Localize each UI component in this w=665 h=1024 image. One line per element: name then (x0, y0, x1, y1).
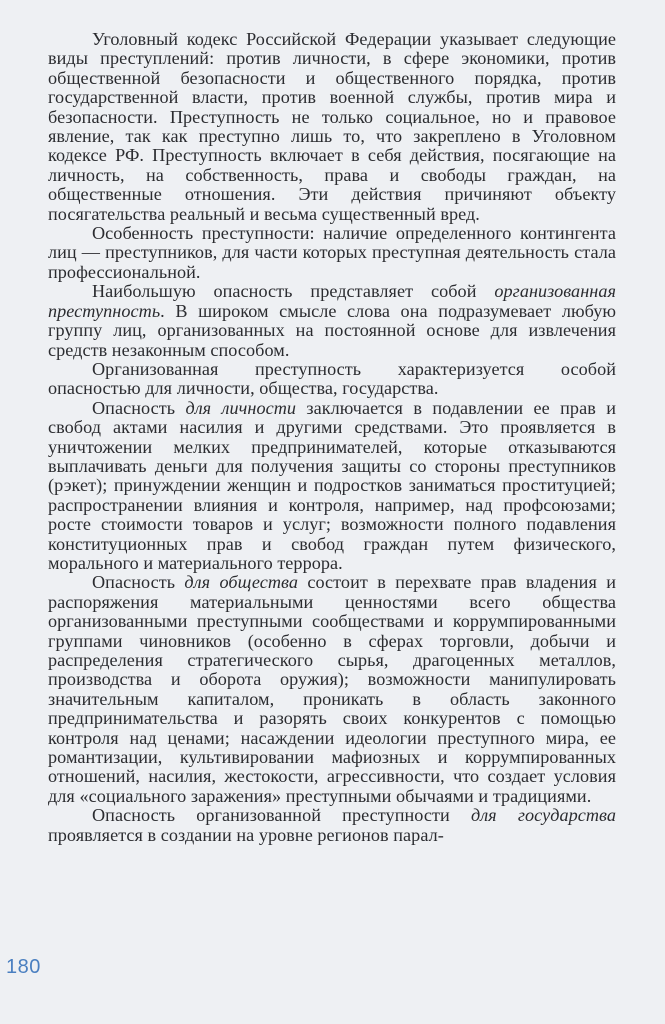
page-number: 180 (6, 956, 41, 978)
term-for-society: для общества (184, 572, 298, 593)
term-for-individual: для личности (185, 397, 297, 418)
paragraph-danger-summary: Организованная преступность характеризуется особой опасностью для личности, общества, государства. (48, 358, 616, 399)
paragraph-crime-feature: Особенность преступности: наличие определенного контингента лиц — преступников, для части которых преступная деятельность стала профессиональной. (48, 223, 616, 282)
paragraph-danger-state: Опасность организованной преступности для государства проявляется в создании на уровне регионов парал- (48, 805, 617, 845)
paragraph-organized-crime: Наибольшую опасность представляет собой организованная преступность. В широком смысле слова она подразумевает любую группу лиц, организованных на постоянной основе для извлечения средств незаконным способом. (48, 281, 616, 360)
paragraph-crime-types: Уголовный кодекс Российской Федерации указывает следующие виды преступлений: против личности, в сфере экономики, против общественной безопасности и общественного порядка, против государственной власти, против военной службы, против мира и безопасности. Преступность не только социальное, но и правовое явление, так как преступно лишь то, что закреплено в Уголовном кодексе РФ. Преступность включает в себя действия, посягающие на личность, на собственность, права и свободы граждан, на общественные отношения. Эти действия причиняют объекту посягательства реальный и весьма существенный вред. (48, 29, 616, 224)
term-for-state: для государства (470, 805, 617, 826)
paragraph-danger-individual: Опасность для личности заключается в подавлении ее прав и свобод актами насилия и другими средствами. Это проявляется в уничтожении мелких предпринимателей, которые отказываются выплачивать деньги для получения защиты со стороны преступников (рэкет); принуждении женщин и подростков заниматься проституцией; распространении влияния и контроля, например, над профсоюзами; росте стоимости товаров и услуг; возможности полного подавления конституционных прав и свобод граждан путем физического, морального и материального террора. (48, 397, 616, 573)
term-organized-crime: организованная преступность (48, 281, 616, 321)
page-body (48, 30, 616, 950)
paragraph-danger-society: Опасность для общества состоит в перехвате прав владения и распоряжения материальными ценностями всего общества организованными преступными сообществами и коррумпированными группами чиновников (особенно в сферах торговли, добычи и распределения стратегического сырья, драгоценных металлов, производства и оборота оружия); возможности манипулировать значительным капиталом, проникать в область законного предпринимательства и разорять своих конкурентов с помощью контроля над ценами; насаждении идеологии преступного мира, ее романтизации, культивировании мафиозных и коррумпированных отношений, насилия, жестокости, агрессивности, что создает условия для «социального заражения» преступными обычаями и традициями. (48, 572, 616, 806)
